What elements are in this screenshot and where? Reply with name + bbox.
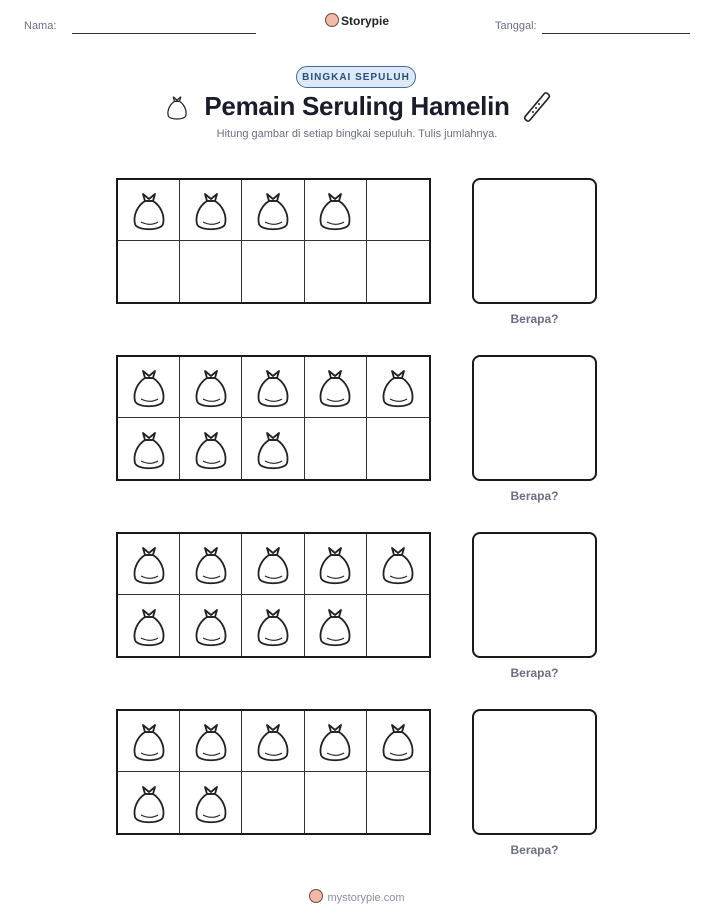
money-bag-icon [378,540,418,588]
brand-logo [0,13,714,28]
worksheet-badge: BINGKAI SEPULUH [296,66,416,88]
ten-frame-cell [367,418,429,479]
money-bag-icon [315,717,355,765]
ten-frame-cell [367,357,429,418]
money-bag-icon [129,540,169,588]
footer [0,889,714,904]
ten-frame-cell [242,772,304,833]
page-title: Pemain Seruling Hamelin [204,91,510,121]
money-bag-icon [129,602,169,650]
ten-frame-cell [305,711,367,772]
ten-frame-cell [305,180,367,241]
money-bag-icon [253,186,293,234]
answer-prompt-3: Berapa? [510,666,559,680]
name-label: Nama: [24,20,57,32]
money-bag-icon [191,779,231,827]
money-bag-icon [315,602,355,650]
answer-box-3[interactable] [472,532,597,658]
name-line[interactable] [72,33,256,34]
money-bag-icon [191,186,231,234]
ten-frame-cell [180,595,242,656]
money-bag-icon [253,717,293,765]
money-bag-icon [129,425,169,473]
ten-frame-cell [118,357,180,418]
flute-icon [522,91,552,123]
money-bag-icon [378,363,418,411]
answer-prompt-1: Berapa? [510,312,559,326]
money-bag-icon [129,779,169,827]
ten-frame-cell [367,180,429,241]
money-bag-icon [191,540,231,588]
ten-frame-cell [305,595,367,656]
ten-frame-cell [305,418,367,479]
ten-frame-3 [116,532,431,658]
date-label: Tanggal: [495,20,537,32]
ten-frame-cell [242,418,304,479]
bear-icon [325,13,339,27]
ten-frame-cell [242,241,304,302]
money-bag-icon [253,425,293,473]
money-bag-icon [191,717,231,765]
answer-prompt-2: Berapa? [510,489,559,503]
ten-frame-cell [180,180,242,241]
money-bag-icon [315,540,355,588]
ten-frame-cell [118,772,180,833]
ten-frame-cell [242,711,304,772]
money-bag-icon [191,425,231,473]
money-bag-icon [191,602,231,650]
answer-box-1[interactable] [472,178,597,304]
money-bag-icon [129,186,169,234]
ten-frame-cell [242,180,304,241]
ten-frame-cell [305,241,367,302]
ten-frame-cell [180,711,242,772]
money-bag-icon [315,363,355,411]
money-bag-icon [253,602,293,650]
footer-url[interactable]: mystorypie.com [327,892,405,904]
money-bag-icon [129,717,169,765]
money-bag-icon [378,717,418,765]
instructions: Hitung gambar di setiap bingkai sepuluh. Tulis jumlahnya. [216,128,498,140]
ten-frame-cell [367,534,429,595]
ten-frame-cell [367,595,429,656]
money-bag-icon [253,363,293,411]
money-bag-icon [253,540,293,588]
ten-frame-cell [242,595,304,656]
ten-frame-cell [118,711,180,772]
ten-frame-cell [118,418,180,479]
ten-frame-cell [242,357,304,418]
ten-frame-cell [180,534,242,595]
ten-frame-cell [118,180,180,241]
brand-name: Storypie [340,14,389,28]
ten-frame-4 [116,709,431,835]
ten-frame-cell [118,534,180,595]
money-bag-icon [129,363,169,411]
ten-frame-cell [180,772,242,833]
bear-icon [309,889,323,903]
ten-frame-cell [305,534,367,595]
ten-frame-cell [118,241,180,302]
answer-box-2[interactable] [472,355,597,481]
ten-frame-cell [180,241,242,302]
money-bag-icon [315,186,355,234]
ten-frame-cell [242,534,304,595]
ten-frame-cell [180,418,242,479]
ten-frame-cell [367,241,429,302]
ten-frame-cell [118,595,180,656]
date-line[interactable] [542,33,690,34]
ten-frame-cell [180,357,242,418]
answer-prompt-4: Berapa? [510,843,559,857]
ten-frame-2 [116,355,431,481]
ten-frame-cell [367,772,429,833]
answer-box-4[interactable] [472,709,597,835]
ten-frame-cell [367,711,429,772]
ten-frame-1 [116,178,431,304]
ten-frame-cell [305,357,367,418]
ten-frame-cell [305,772,367,833]
money-bag-icon [191,363,231,411]
